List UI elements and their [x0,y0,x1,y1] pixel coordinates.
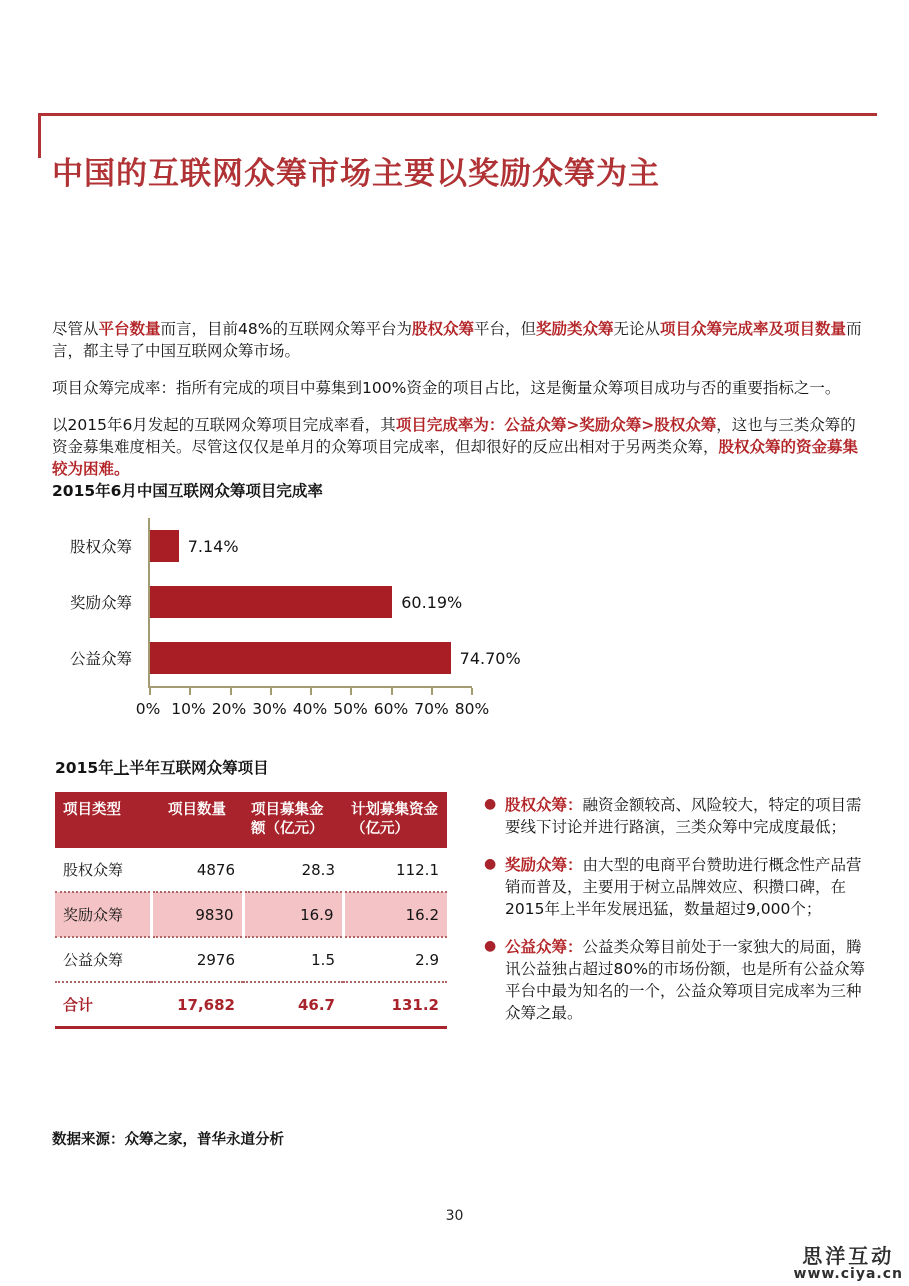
x-axis-tick-label: 10% [171,700,206,718]
x-axis-tick-label: 20% [211,700,247,718]
body-text: 尽管从 [52,320,99,338]
bullet-marker-icon: ● [484,938,497,954]
intro-paragraph-2 [52,377,866,399]
bar-chart [70,518,521,726]
bullet-term: 股权众筹： [505,796,583,814]
table-value-cell: 4876 [196,860,235,879]
table-header-cell: 计划募集资金（亿元） [343,792,447,848]
data-source: 数据来源：众筹之家，普华永道分析 [52,1132,284,1148]
bullet-term: 奖励众筹： [505,856,583,874]
x-axis-tick-label: 80% [454,700,490,718]
chart-category-axis [70,518,148,688]
intro-paragraph-3 [52,414,866,480]
watermark-url: www.ciya.cn [793,1265,903,1282]
table-title [55,756,269,778]
chart-title: 2015年6月中国互联网众筹项目完成率 [52,482,323,500]
body-text: 无论从 [613,320,661,338]
x-axis-tick [189,688,191,695]
watermark [794,1245,903,1282]
watermark-name: 思洋互动 [802,1243,895,1268]
table-row-label: 奖励众筹 [55,892,151,937]
chart-value-label: 60.19% [401,592,463,612]
table-value-cell: 112.1 [396,860,439,879]
chart-bar [150,642,451,674]
chart-bar [150,586,392,618]
x-axis-tick [391,688,393,695]
table-header-cell: 项目募集金额（亿元） [243,792,343,848]
x-axis-tick-label: 70% [414,700,449,718]
emphasis-text: 股权众筹的资金募集较为困难。 [52,438,859,478]
table-value-cell: 9830 [151,892,243,937]
table-header-cell: 项目类型 [55,792,151,848]
projects-table [55,792,447,1029]
table-row-label: 股权众筹 [63,861,124,879]
emphasis-text: 项目完成率为：公益众筹>奖励众筹>股权众筹 [395,416,717,434]
x-axis-tick [471,688,473,695]
body-text: 2015年 [55,759,114,777]
bullet-marker-icon: ● [484,856,497,872]
bullet-term: 公益众筹： [505,938,583,956]
x-axis-tick-label: 60% [373,700,409,718]
table-value-cell: 46.7 [297,995,335,1014]
x-axis-tick [270,688,272,695]
x-axis-tick [230,688,232,695]
x-axis-tick [350,688,352,695]
body-text: 平台，但 [474,320,537,338]
table-value-cell: 28.3 [301,860,335,879]
body-text: 项目众筹完成率：指所有完成的项目中募集到100%资金的项目占比，这是衡量众筹项目成功与否的重要指标之一。 [52,379,841,397]
chart-category-label: 奖励众筹 [70,594,133,612]
x-axis-tick [310,688,312,695]
chart-bar-row [150,518,472,574]
table-row [55,937,447,982]
body-text: ，这也与三类众筹的资金募集难度相关。尽管这仅仅是单月的众筹项目完成率，但却很好的反应出相对于另两类众筹， [52,416,856,456]
table-total-row [55,982,447,1028]
table-row [55,892,447,937]
chart-bar [150,530,179,562]
chart-bar-row [150,574,472,630]
page-title: 中国的互联网众筹市场主要以奖励众筹为主 [52,155,660,192]
table-row-label: 公益众筹 [63,951,124,969]
emphasis-text: 股权众筹 [411,320,474,338]
bullet-text: 融资金额较高、风险较大，特定的项目需要线下讨论并进行路演，三类众筹中完成度最低； [505,796,862,836]
chart-category-label: 股权众筹 [70,538,133,556]
table-header-cell: 项目数量 [151,792,243,848]
body-text: 半年互联网众筹项目 [129,759,269,777]
body-text: 而言，目前48%的互联网众筹平台为 [160,320,412,338]
bullet-item [478,854,874,920]
table-value-cell: 2.9 [415,950,439,969]
table-value-cell: 16.9 [243,892,343,937]
table-header-row [55,792,447,848]
chart-x-axis-labels [135,700,490,726]
table-value-cell: 1.5 [311,950,335,969]
table-value-cell: 131.2 [391,995,439,1014]
bullet-list [478,794,874,1040]
chart-category-label: 公益众筹 [70,650,133,668]
emphasis-text: 奖励类众筹 [536,320,614,338]
chart-bar-row [150,630,521,686]
body-text: 而言，都主导了中国互联网众筹市场。 [52,320,862,360]
x-axis-tick [149,688,151,695]
x-axis-tick-label: 30% [252,700,287,718]
x-axis-tick-label: 40% [292,700,328,718]
table-value-cell: 16.2 [343,892,447,937]
x-axis-tick-label: 0% [135,700,161,718]
body-text: 以2015年6月发起的互联网众筹项目完成率看，其 [52,416,396,434]
chart-value-label: 7.14% [187,536,239,556]
page-number: 30 [445,1208,464,1224]
emphasis-text: 项目众筹完成率及项目数量 [660,320,847,338]
chart-plot-area [148,518,521,688]
emphasis-text: 平台数量 [98,320,161,338]
x-axis-tick-label: 50% [333,700,368,718]
x-axis-tick [431,688,433,695]
bullet-text: 由大型的电商平台赞助进行概念性产品营销而普及，主要用于树立品牌效应、积攒口碑，在2015年上半年发展迅猛，数量超过9,000个； [505,856,862,918]
bullet-text: 公益类众筹目前处于一家独大的局面，腾讯公益独占超过80%的市场份额，也是所有公益众筹平台中最为知名的一个，公益众筹项目完成率为三种众筹之最。 [505,938,865,1022]
table-value-cell: 17,682 [177,995,235,1014]
table-total-label: 合计 [63,996,94,1014]
intro-section [52,318,866,495]
table-row [55,848,447,892]
intro-paragraph-1 [52,318,866,362]
bullet-marker-icon: ● [484,796,497,812]
table-value-cell: 2976 [196,950,235,969]
chart-value-label: 74.70% [459,648,521,668]
bullet-item [478,794,874,838]
body-text: 上 [113,759,130,777]
bullet-item [478,936,874,1024]
